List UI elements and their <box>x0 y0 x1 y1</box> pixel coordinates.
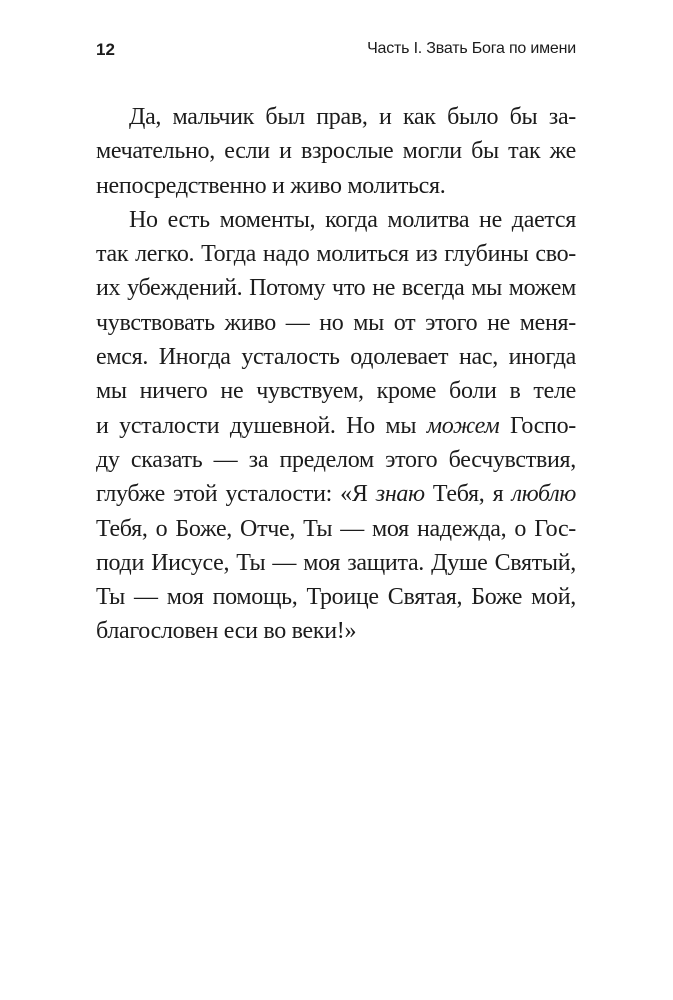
body-text <box>96 100 576 649</box>
text-line: Ты — моя помощь, Троице Святая, Боже мой, <box>96 584 576 611</box>
text-line: Да, мальчик был прав, и как было бы за- <box>129 104 576 130</box>
emphasis: можем <box>426 412 500 439</box>
text-line: глубже этой усталости: «Я знаю Тебя, я люблю <box>96 481 576 508</box>
emphasis: люблю <box>511 481 576 508</box>
page-header <box>96 40 576 66</box>
text-line: так легко. Тогда надо молиться из глубины сво- <box>96 241 576 268</box>
running-head: Часть I. Звать Бога по имени <box>367 40 576 57</box>
text-line: мы ничего не чувствуем, кроме боли в теле <box>96 378 576 405</box>
text-line: чувствовать живо — но мы от этого не меня- <box>96 309 576 336</box>
text-line: Тебя, о Боже, Отче, Ты — моя надежда, о Гос- <box>96 515 576 542</box>
text-line: их убеждений. Потому что не всегда мы можем <box>96 275 576 302</box>
text-line: Но есть моменты, когда молитва не дается <box>129 206 576 233</box>
text-line: поди Иисусе, Ты — моя защита. Душе Святый, <box>96 549 576 576</box>
text-line: благословен еси во веки!» <box>96 618 357 645</box>
page-number: 12 <box>96 40 115 59</box>
text-line: ду сказать — за пределом этого бесчувствия, <box>96 446 576 473</box>
text-line: и усталости душевной. Но мы можем Госпо- <box>96 412 576 439</box>
text-line: мечательно, если и взрослые могли бы так же <box>96 138 576 165</box>
text-line: емся. Иногда усталость одолевает нас, иногда <box>96 344 576 371</box>
emphasis: знаю <box>375 481 425 508</box>
text-line: непосредственно и живо молиться. <box>96 172 446 199</box>
